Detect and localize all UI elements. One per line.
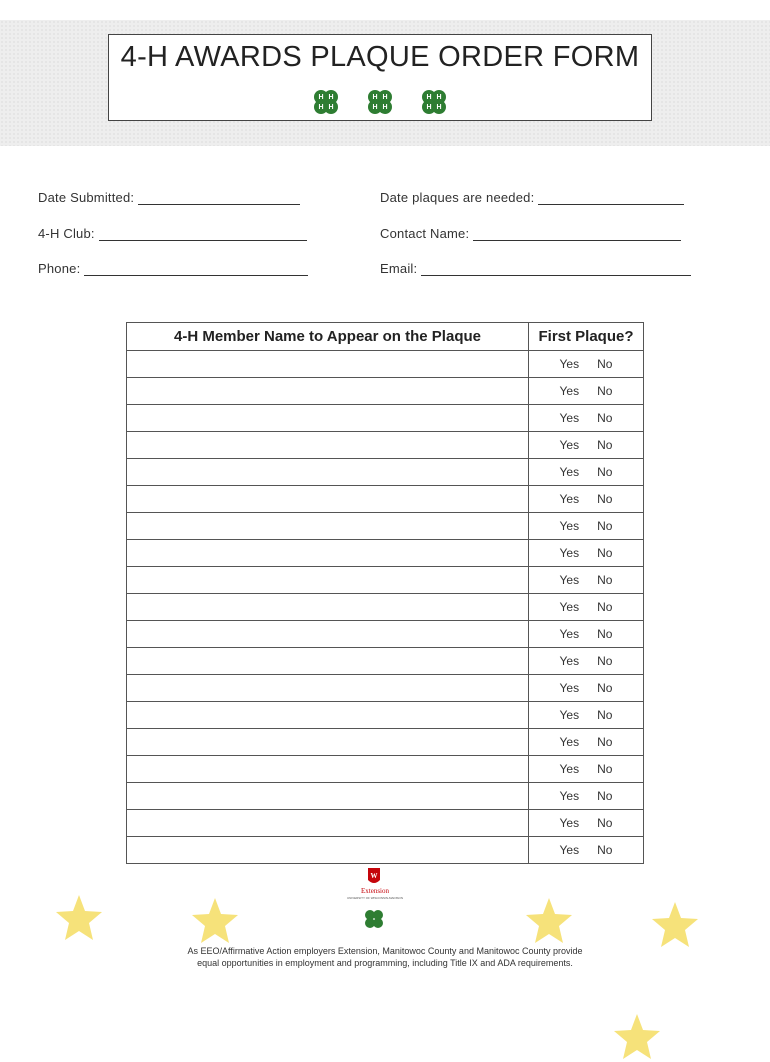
no-option[interactable]: No (597, 735, 613, 749)
no-option[interactable]: No (597, 519, 613, 533)
phone-label: Phone: (38, 261, 81, 276)
yes-option[interactable]: Yes (559, 708, 580, 722)
svg-text:H: H (436, 94, 442, 101)
first-plaque-cell (529, 405, 644, 432)
date-submitted-label: Date Submitted: (38, 190, 135, 205)
svg-text:H: H (372, 104, 378, 111)
no-option[interactable]: No (597, 546, 613, 560)
yes-option[interactable]: Yes (559, 681, 580, 695)
svg-text:H: H (328, 94, 334, 101)
yes-option[interactable]: Yes (559, 789, 580, 803)
plaque-table (126, 322, 644, 864)
no-option[interactable]: No (597, 438, 613, 452)
first-plaque-cell (529, 675, 644, 702)
member-name-cell[interactable] (127, 378, 529, 405)
no-option[interactable]: No (597, 627, 613, 641)
yes-option[interactable]: Yes (559, 600, 580, 614)
table-row (127, 675, 644, 702)
no-option[interactable]: No (597, 384, 613, 398)
phone-input[interactable] (84, 261, 308, 276)
yes-option[interactable]: Yes (559, 762, 580, 776)
first-plaque-cell (529, 783, 644, 810)
first-plaque-cell (529, 351, 644, 378)
no-option[interactable]: No (597, 816, 613, 830)
no-option[interactable]: No (597, 789, 613, 803)
no-option[interactable]: No (597, 843, 613, 857)
extension-logo-subtext: UNIVERSITY OF WISCONSIN-MADISON (346, 896, 404, 900)
no-option[interactable]: No (597, 573, 613, 587)
form-title: 4-H AWARDS PLAQUE ORDER FORM (120, 41, 640, 73)
yes-option[interactable]: Yes (559, 627, 580, 641)
eeo-statement (100, 945, 670, 969)
yes-option[interactable]: Yes (559, 519, 580, 533)
member-name-cell[interactable] (127, 756, 529, 783)
svg-text:H: H (382, 104, 388, 111)
no-option[interactable]: No (597, 411, 613, 425)
no-option[interactable]: No (597, 465, 613, 479)
table-row (127, 459, 644, 486)
table-row (127, 513, 644, 540)
svg-text:H: H (318, 104, 324, 111)
table-row (127, 378, 644, 405)
table-row (127, 729, 644, 756)
yes-option[interactable]: Yes (559, 816, 580, 830)
member-name-cell[interactable] (127, 594, 529, 621)
table-row (127, 540, 644, 567)
member-name-cell[interactable] (127, 621, 529, 648)
star-icon (612, 1012, 662, 1062)
star-icon (524, 896, 574, 946)
first-plaque-cell (529, 621, 644, 648)
table-row (127, 351, 644, 378)
member-name-cell[interactable] (127, 783, 529, 810)
member-name-cell[interactable] (127, 540, 529, 567)
table-header-row (127, 323, 644, 351)
table-row (127, 810, 644, 837)
email-field (380, 261, 691, 276)
member-name-cell[interactable] (127, 513, 529, 540)
no-option[interactable]: No (597, 762, 613, 776)
table-row (127, 594, 644, 621)
clover-row (109, 87, 651, 117)
date-submitted-field (38, 190, 300, 205)
first-plaque-cell (529, 432, 644, 459)
member-name-cell[interactable] (127, 432, 529, 459)
phone-field (38, 261, 308, 276)
member-name-cell[interactable] (127, 702, 529, 729)
svg-text:H: H (328, 104, 334, 111)
table-row (127, 837, 644, 864)
eeo-line-1: As EEO/Affirmative Action employers Extension, Manitowoc County and Manitowoc County provide (187, 946, 583, 956)
four-leaf-clover-icon (311, 87, 341, 117)
table-row (127, 567, 644, 594)
plaque-table-body (127, 351, 644, 864)
yes-option[interactable]: Yes (559, 465, 580, 479)
four-leaf-clover-icon (365, 87, 395, 117)
club-field (38, 226, 307, 241)
yes-option[interactable]: Yes (559, 384, 580, 398)
no-option[interactable]: No (597, 708, 613, 722)
yes-option[interactable]: Yes (559, 654, 580, 668)
table-row (127, 783, 644, 810)
first-plaque-cell (529, 540, 644, 567)
star-icon (650, 900, 700, 950)
yes-option[interactable]: Yes (559, 735, 580, 749)
four-leaf-clover-icon (340, 907, 410, 933)
email-label: Email: (380, 261, 418, 276)
yes-option[interactable]: Yes (559, 357, 580, 371)
member-name-cell[interactable] (127, 810, 529, 837)
yes-option[interactable]: Yes (559, 546, 580, 560)
date-needed-input[interactable] (538, 190, 684, 205)
svg-text:H: H (318, 94, 324, 101)
yes-option[interactable]: Yes (559, 843, 580, 857)
member-name-cell[interactable] (127, 729, 529, 756)
club-input[interactable] (99, 226, 307, 241)
no-option[interactable]: No (597, 681, 613, 695)
member-name-cell[interactable] (127, 459, 529, 486)
table-row (127, 756, 644, 783)
first-plaque-header: First Plaque? (529, 323, 644, 351)
no-option[interactable]: No (597, 492, 613, 506)
first-plaque-cell (529, 486, 644, 513)
first-plaque-cell (529, 756, 644, 783)
no-option[interactable]: No (597, 600, 613, 614)
first-plaque-cell (529, 810, 644, 837)
svg-text:H: H (426, 104, 432, 111)
contact-name-label: Contact Name: (380, 226, 470, 241)
date-submitted-input[interactable] (138, 190, 300, 205)
yes-option[interactable]: Yes (559, 573, 580, 587)
member-name-cell[interactable] (127, 648, 529, 675)
date-needed-label: Date plaques are needed: (380, 190, 535, 205)
member-name-cell[interactable] (127, 675, 529, 702)
svg-text:H: H (436, 104, 442, 111)
four-leaf-clover-icon (419, 87, 449, 117)
star-icon (54, 893, 104, 943)
date-needed-field (380, 190, 684, 205)
table-row (127, 648, 644, 675)
no-option[interactable]: No (597, 357, 613, 371)
svg-text:W: W (370, 872, 378, 880)
eeo-line-2: equal opportunities in employment and programming, including Title IX and ADA requirements. (197, 958, 573, 968)
member-name-cell[interactable] (127, 837, 529, 864)
first-plaque-cell (529, 837, 644, 864)
first-plaque-cell (529, 378, 644, 405)
table-row (127, 702, 644, 729)
first-plaque-cell (529, 594, 644, 621)
svg-text:H: H (382, 94, 388, 101)
svg-text:H: H (372, 94, 378, 101)
first-plaque-cell (529, 513, 644, 540)
table-row (127, 621, 644, 648)
member-name-cell[interactable] (127, 405, 529, 432)
contact-name-field (380, 226, 681, 241)
contact-name-input[interactable] (473, 226, 681, 241)
no-option[interactable]: No (597, 654, 613, 668)
logo-block (340, 866, 410, 938)
yes-option[interactable]: Yes (559, 438, 580, 452)
first-plaque-cell (529, 459, 644, 486)
star-icon (190, 896, 240, 946)
table-row (127, 432, 644, 459)
extension-logo (340, 866, 410, 902)
table-row (127, 486, 644, 513)
yes-option[interactable]: Yes (559, 492, 580, 506)
club-label: 4-H Club: (38, 226, 95, 241)
extension-logo-text: Extension (361, 887, 389, 895)
yes-option[interactable]: Yes (559, 411, 580, 425)
member-name-cell[interactable] (127, 351, 529, 378)
title-box (108, 34, 652, 121)
first-plaque-cell (529, 729, 644, 756)
member-name-header: 4-H Member Name to Appear on the Plaque (127, 323, 529, 351)
first-plaque-cell (529, 702, 644, 729)
svg-text:H: H (426, 94, 432, 101)
email-input[interactable] (421, 261, 691, 276)
first-plaque-cell (529, 648, 644, 675)
table-row (127, 405, 644, 432)
first-plaque-cell (529, 567, 644, 594)
member-name-cell[interactable] (127, 486, 529, 513)
member-name-cell[interactable] (127, 567, 529, 594)
